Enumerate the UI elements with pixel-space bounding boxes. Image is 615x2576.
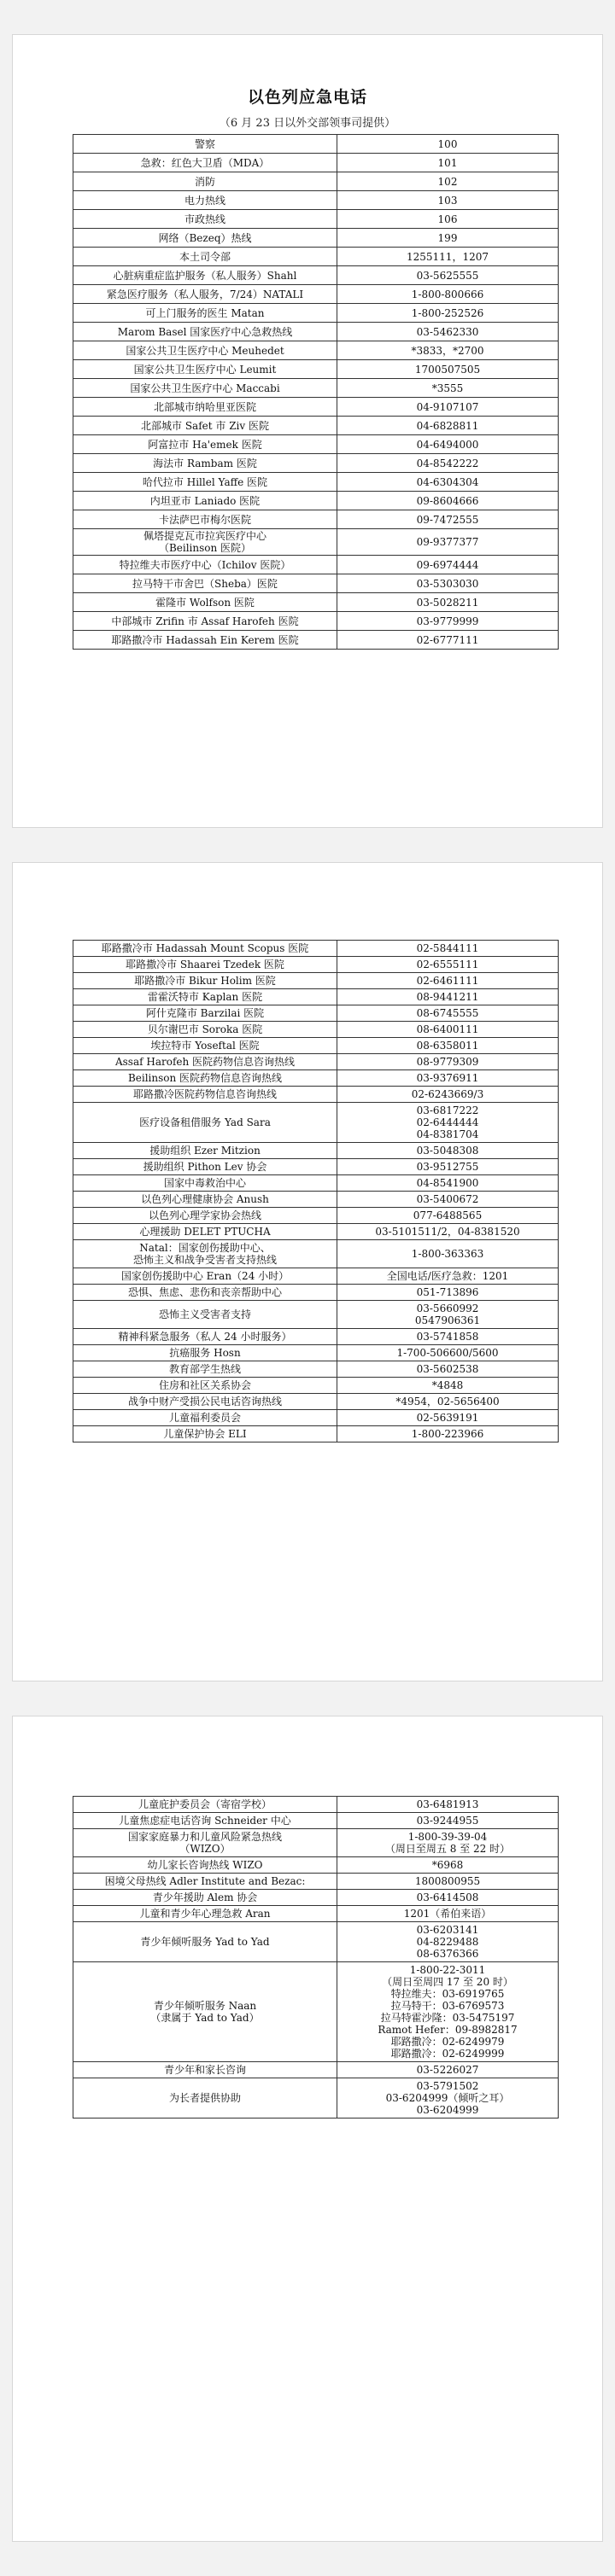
- phone-number-cell: 1-800-800666: [337, 285, 559, 304]
- page-2: [12, 862, 603, 1681]
- table-row: [73, 1890, 559, 1906]
- table-row: [73, 1345, 559, 1361]
- phone-number-cell: 03-9512755: [337, 1159, 559, 1175]
- service-name-cell: 困境父母热线 Adler Institute and Bezac:: [73, 1874, 337, 1890]
- table-row: [73, 1087, 559, 1103]
- service-name-cell: 消防: [73, 172, 337, 191]
- phone-number-cell: 03-9376911: [337, 1070, 559, 1087]
- phone-number-cell: 02-6461111: [337, 973, 559, 989]
- phone-number-cell: 03-5048308: [337, 1143, 559, 1159]
- table-row: [73, 1378, 559, 1394]
- service-name-cell: 儿童和青少年心理急救 Aran: [73, 1906, 337, 1922]
- phone-number-cell: 03-5741858: [337, 1329, 559, 1345]
- table-row: [73, 1022, 559, 1038]
- service-name-cell: 青少年援助 Alem 协会: [73, 1890, 337, 1906]
- phone-number-cell: 04-6494000: [337, 435, 559, 454]
- table-row: [73, 1224, 559, 1240]
- table-row: [73, 1005, 559, 1022]
- phone-number-cell: 03-5303030: [337, 574, 559, 593]
- service-name-cell: 幼儿家长咨询热线 WIZO: [73, 1857, 337, 1874]
- table-row: [73, 1813, 559, 1829]
- phone-number-cell: 1201（希伯来语）: [337, 1906, 559, 1922]
- phone-number-cell: 03-9779999: [337, 612, 559, 631]
- service-name-cell: 阿什克隆市 Barzilai 医院: [73, 1005, 337, 1022]
- service-name-cell: 教育部学生热线: [73, 1361, 337, 1378]
- service-name-cell: 耶路撒冷市 Hadassah Mount Scopus 医院: [73, 941, 337, 957]
- service-name-cell: 青少年倾听服务 Naan （隶属于 Yad to Yad）: [73, 1962, 337, 2062]
- service-name-cell: 紧急医疗服务（私人服务，7/24）NATALI: [73, 285, 337, 304]
- service-name-cell: 网络（Bezeq）热线: [73, 229, 337, 248]
- table-row: [73, 285, 559, 304]
- phone-number-cell: 03-5602538: [337, 1361, 559, 1378]
- emergency-phone-table-2: [73, 940, 559, 1442]
- phone-number-cell: 03-6817222 02-6444444 04-8381704: [337, 1103, 559, 1143]
- phone-number-cell: 03-5625555: [337, 266, 559, 285]
- service-name-cell: 国家公共卫生医疗中心 Meuhedet: [73, 341, 337, 360]
- service-name-cell: 中部城市 Zrifin 市 Assaf Harofeh 医院: [73, 612, 337, 631]
- phone-number-cell: 1-700-506600/5600: [337, 1345, 559, 1361]
- phone-number-cell: *3833，*2700: [337, 341, 559, 360]
- service-name-cell: 恐惧、焦虑、悲伤和丧亲帮助中心: [73, 1285, 337, 1301]
- page-1: [12, 34, 603, 828]
- service-name-cell: 耶路撒冷市 Bikur Holim 医院: [73, 973, 337, 989]
- service-name-cell: 霍隆市 Wolfson 医院: [73, 593, 337, 612]
- phone-number-cell: 04-6304304: [337, 473, 559, 492]
- table-row: [73, 210, 559, 229]
- table-row: [73, 1394, 559, 1410]
- service-name-cell: 卡法萨巴市梅尔医院: [73, 510, 337, 529]
- page-3: [12, 1716, 603, 2542]
- table-row: [73, 593, 559, 612]
- table-row: [73, 1962, 559, 2062]
- table-row: [73, 1143, 559, 1159]
- phone-number-cell: 09-6974444: [337, 556, 559, 574]
- phone-number-cell: 03-6481913: [337, 1797, 559, 1813]
- phone-number-cell: 1700507505: [337, 360, 559, 379]
- phone-number-cell: 1-800-363363: [337, 1240, 559, 1268]
- phone-number-cell: 04-8542222: [337, 454, 559, 473]
- phone-number-cell: 03-6414508: [337, 1890, 559, 1906]
- service-name-cell: 阿富拉市 Ha'emek 医院: [73, 435, 337, 454]
- table-row: [73, 1175, 559, 1192]
- table-row: [73, 1829, 559, 1857]
- phone-number-cell: *4848: [337, 1378, 559, 1394]
- service-name-cell: 国家公共卫生医疗中心 Leumit: [73, 360, 337, 379]
- phone-number-cell: 08-6745555: [337, 1005, 559, 1022]
- phone-number-cell: 02-6555111: [337, 957, 559, 973]
- service-name-cell: 抗癌服务 Hosn: [73, 1345, 337, 1361]
- service-name-cell: 埃拉特市 Yoseftal 医院: [73, 1038, 337, 1054]
- phone-number-cell: 1-800-39-39-04 （周日至周五 8 至 22 时）: [337, 1829, 559, 1857]
- service-name-cell: 市政热线: [73, 210, 337, 229]
- service-name-cell: 儿童保护协会 ELI: [73, 1426, 337, 1442]
- table-row: [73, 172, 559, 191]
- service-name-cell: 青少年倾听服务 Yad to Yad: [73, 1922, 337, 1962]
- service-name-cell: 心脏病重症监护服务（私人服务）Shahl: [73, 266, 337, 285]
- table-row: [73, 1054, 559, 1070]
- table-row: [73, 1857, 559, 1874]
- table-row: [73, 135, 559, 154]
- service-name-cell: 海法市 Rambam 医院: [73, 454, 337, 473]
- service-name-cell: 医疗设备租借服务 Yad Sara: [73, 1103, 337, 1143]
- phone-number-cell: 077-6488565: [337, 1208, 559, 1224]
- table-row: [73, 1797, 559, 1813]
- phone-number-cell: 1-800-223966: [337, 1426, 559, 1442]
- table-row: [73, 154, 559, 172]
- table-row: [73, 1208, 559, 1224]
- service-name-cell: 佩塔提克瓦市拉宾医疗中心 （Beilinson 医院）: [73, 529, 337, 556]
- table-row: [73, 556, 559, 574]
- phone-number-cell: 100: [337, 135, 559, 154]
- phone-number-cell: 09-7472555: [337, 510, 559, 529]
- phone-number-cell: 051-713896: [337, 1285, 559, 1301]
- table-row: [73, 1268, 559, 1285]
- table-row: [73, 417, 559, 435]
- table-row: [73, 574, 559, 593]
- phone-number-cell: 09-9377377: [337, 529, 559, 556]
- table-row: [73, 989, 559, 1005]
- phone-number-cell: 03-5660992 0547906361: [337, 1301, 559, 1329]
- phone-number-cell: 09-8604666: [337, 492, 559, 510]
- table-row: [73, 1070, 559, 1087]
- phone-number-cell: 03-5462330: [337, 323, 559, 341]
- table-row: [73, 1192, 559, 1208]
- service-name-cell: 儿童焦虑症电话咨询 Schneider 中心: [73, 1813, 337, 1829]
- table-row: [73, 1038, 559, 1054]
- table-row: [73, 454, 559, 473]
- table-row: [73, 229, 559, 248]
- table-row: [73, 1329, 559, 1345]
- table-row: [73, 1410, 559, 1426]
- table-row: [73, 941, 559, 957]
- phone-number-cell: 04-9107107: [337, 398, 559, 417]
- service-name-cell: 电力热线: [73, 191, 337, 210]
- service-name-cell: 为长者提供协助: [73, 2078, 337, 2118]
- service-name-cell: 雷霍沃特市 Kaplan 医院: [73, 989, 337, 1005]
- service-name-cell: 精神科紧急服务（私人 24 小时服务）: [73, 1329, 337, 1345]
- service-name-cell: 援助组织 Pithon Lev 协会: [73, 1159, 337, 1175]
- phone-number-cell: 04-6828811: [337, 417, 559, 435]
- table-row: [73, 323, 559, 341]
- phone-number-cell: 03-5226027: [337, 2062, 559, 2078]
- table-row: [73, 2078, 559, 2118]
- service-name-cell: 国家公共卫生医疗中心 Maccabi: [73, 379, 337, 398]
- table-row: [73, 973, 559, 989]
- phone-number-cell: 1-800-252526: [337, 304, 559, 323]
- table-row: [73, 304, 559, 323]
- service-name-cell: 青少年和家长咨询: [73, 2062, 337, 2078]
- service-name-cell: 警察: [73, 135, 337, 154]
- phone-number-cell: 08-6358011: [337, 1038, 559, 1054]
- service-name-cell: 内坦亚市 Laniado 医院: [73, 492, 337, 510]
- phone-number-cell: 03-5028211: [337, 593, 559, 612]
- service-name-cell: 耶路撒冷医院药物信息咨询热线: [73, 1087, 337, 1103]
- phone-number-cell: 08-6400111: [337, 1022, 559, 1038]
- emergency-phone-table-3: [73, 1796, 559, 2118]
- table-row: [73, 1285, 559, 1301]
- service-name-cell: 北部城市纳哈里亚医院: [73, 398, 337, 417]
- table-row: [73, 1906, 559, 1922]
- service-name-cell: 耶路撒冷市 Shaarei Tzedek 医院: [73, 957, 337, 973]
- phone-number-cell: 03-5101511/2，04-8381520: [337, 1224, 559, 1240]
- table-row: [73, 266, 559, 285]
- table-row: [73, 1301, 559, 1329]
- table-row: [73, 631, 559, 650]
- emergency-phone-table-1: [73, 134, 559, 650]
- service-name-cell: 恐怖主义受害者支持: [73, 1301, 337, 1329]
- page-title: 以色列应急电话: [247, 88, 367, 107]
- table-row: [73, 510, 559, 529]
- table-row: [73, 1874, 559, 1890]
- phone-number-cell: 02-5844111: [337, 941, 559, 957]
- service-name-cell: 援助组织 Ezer Mitzion: [73, 1143, 337, 1159]
- table-row: [73, 612, 559, 631]
- service-name-cell: 特拉维夫市医疗中心（Ichilov 医院）: [73, 556, 337, 574]
- phone-number-cell: 04-8541900: [337, 1175, 559, 1192]
- phone-number-cell: 1-800-22-3011 （周日至周四 17 至 20 时） 特拉维夫：03-6919765 拉马特干：03-6769573 拉马特霍沙隆：03-5475197 Ramot Hefer：09-8982817 耶路撒冷：02-6249979 耶路撒冷：02-6249999: [337, 1962, 559, 2062]
- phone-number-cell: 1255111，1207: [337, 248, 559, 266]
- phone-number-cell: *3555: [337, 379, 559, 398]
- phone-number-cell: *4954，02-5656400: [337, 1394, 559, 1410]
- table-row: [73, 1103, 559, 1143]
- phone-number-cell: 全国电话/医疗急救：1201: [337, 1268, 559, 1285]
- table-row: [73, 398, 559, 417]
- phone-number-cell: 03-5400672: [337, 1192, 559, 1208]
- table-row: [73, 191, 559, 210]
- service-name-cell: 哈代拉市 Hillel Yaffe 医院: [73, 473, 337, 492]
- phone-number-cell: 08-9779309: [337, 1054, 559, 1070]
- phone-number-cell: 02-5639191: [337, 1410, 559, 1426]
- service-name-cell: 住房和社区关系协会: [73, 1378, 337, 1394]
- phone-number-cell: 199: [337, 229, 559, 248]
- phone-number-cell: 103: [337, 191, 559, 210]
- table-row: [73, 1426, 559, 1442]
- phone-number-cell: 03-9244955: [337, 1813, 559, 1829]
- table-row: [73, 341, 559, 360]
- table-row: [73, 473, 559, 492]
- phone-number-cell: 106: [337, 210, 559, 229]
- service-name-cell: Assaf Harofeh 医院药物信息咨询热线: [73, 1054, 337, 1070]
- service-name-cell: 以色列心理学家协会热线: [73, 1208, 337, 1224]
- table-row: [73, 492, 559, 510]
- service-name-cell: 急救：红色大卫盾（MDA）: [73, 154, 337, 172]
- service-name-cell: 北部城市 Safet 市 Ziv 医院: [73, 417, 337, 435]
- service-name-cell: 儿童庇护委员会（寄宿学校）: [73, 1797, 337, 1813]
- service-name-cell: 国家家庭暴力和儿童风险紧急热线 （WIZO）: [73, 1829, 337, 1857]
- phone-number-cell: 03-5791502 03-6204999（倾听之耳） 03-6204999: [337, 2078, 559, 2118]
- phone-number-cell: 101: [337, 154, 559, 172]
- phone-number-cell: 102: [337, 172, 559, 191]
- service-name-cell: 可上门服务的医生 Matan: [73, 304, 337, 323]
- table-row: [73, 529, 559, 556]
- table-row: [73, 435, 559, 454]
- table-row: [73, 360, 559, 379]
- service-name-cell: 耶路撒冷市 Hadassah Ein Kerem 医院: [73, 631, 337, 650]
- service-name-cell: Marom Basel 国家医疗中心急救热线: [73, 323, 337, 341]
- phone-number-cell: 02-6243669/3: [337, 1087, 559, 1103]
- phone-number-cell: 03-6203141 04-8229488 08-6376366: [337, 1922, 559, 1962]
- service-name-cell: 心理援助 DELET PTUCHA: [73, 1224, 337, 1240]
- service-name-cell: 国家创伤援助中心 Eran（24 小时）: [73, 1268, 337, 1285]
- service-name-cell: 拉马特干市舍巴（Sheba）医院: [73, 574, 337, 593]
- phone-number-cell: 08-9441211: [337, 989, 559, 1005]
- phone-number-cell: *6968: [337, 1857, 559, 1874]
- table-row: [73, 2062, 559, 2078]
- page-subtitle: （6 月 23 日以外交部领事司提供）: [219, 117, 396, 130]
- service-name-cell: 本土司令部: [73, 248, 337, 266]
- table-row: [73, 379, 559, 398]
- service-name-cell: 儿童福利委员会: [73, 1410, 337, 1426]
- service-name-cell: Beilinson 医院药物信息咨询热线: [73, 1070, 337, 1087]
- table-row: [73, 1922, 559, 1962]
- table-row: [73, 1159, 559, 1175]
- table-row: [73, 248, 559, 266]
- service-name-cell: 国家中毒救治中心: [73, 1175, 337, 1192]
- service-name-cell: Natal：国家创伤援助中心、 恐怖主义和战争受害者支持热线: [73, 1240, 337, 1268]
- service-name-cell: 贝尔谢巴市 Soroka 医院: [73, 1022, 337, 1038]
- service-name-cell: 战争中财产受损公民电话咨询热线: [73, 1394, 337, 1410]
- phone-number-cell: 1800800955: [337, 1874, 559, 1890]
- table-row: [73, 1240, 559, 1268]
- table-row: [73, 1361, 559, 1378]
- table-row: [73, 957, 559, 973]
- phone-number-cell: 02-6777111: [337, 631, 559, 650]
- service-name-cell: 以色列心理健康协会 Anush: [73, 1192, 337, 1208]
